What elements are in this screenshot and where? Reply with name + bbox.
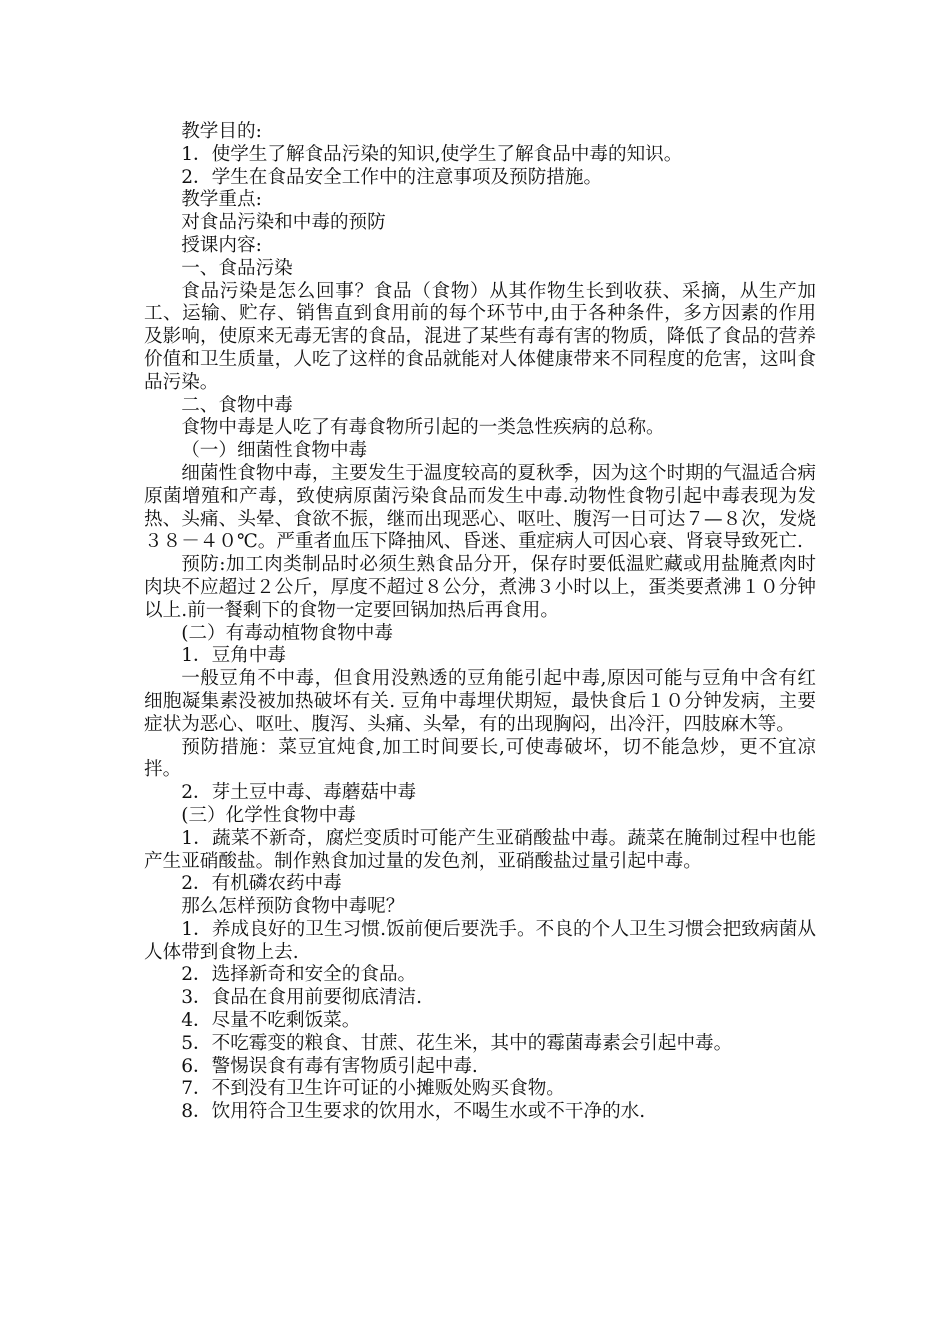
subsection-heading-toxic-plants-animals: (二）有毒动植物食物中毒 <box>181 622 393 644</box>
paragraph-bacterial-poisoning: 细菌性食物中毒，主要发生于温度较高的夏秋季，因为这个时期的气温适合病原菌增殖和产毒，致使病原菌污染食品而发生中毒.动物性食物引起中毒表现为发热、头痛、头晕、食欲不振，继而出现恶心、呕吐、腹泻一日可达７—８次，发烧３８－４０℃。严重者血压下降抽风、昏迷、重症病人可因心衰、肾衰导致死亡. <box>144 462 816 553</box>
paragraph-bacterial-prevention: 预防:加工肉类制品时必须生熟食品分开，保存时要低温贮藏或用盐腌煮肉时肉块不应超过２公斤，厚度不超过８公分，煮沸３小时以上，蛋类要煮沸１０分钟以上.前一餐剩下的食物一定要回锅加热后再食用。 <box>144 554 816 621</box>
goal-item-2: 2．学生在食品安全工作中的注意事项及预防措施。 <box>181 166 603 188</box>
prevention-item-3: 3．食品在食用前要彻底清洁. <box>181 987 423 1009</box>
heading-lesson-content: 授课内容: <box>181 234 262 256</box>
prevention-item-7: 7．不到没有卫生许可证的小摊贩处购买食物。 <box>181 1078 565 1100</box>
paragraph-nitrite-poisoning: 1．蔬菜不新奇，腐烂变质时可能产生亚硝酸盐中毒。蔬菜在腌制过程中也能产生亚硝酸盐。制作熟食加过量的发色剂，亚硝酸盐过量引起中毒。 <box>144 827 816 872</box>
goal-item-1: 1．使学生了解食品污染的知识,使学生了解食品中毒的知识。 <box>181 143 683 165</box>
section-heading-food-contamination: 一、食品污染 <box>181 257 293 279</box>
subsection-heading-bacterial: （一）细菌性食物中毒 <box>181 440 368 462</box>
key-point-text: 对食品污染和中毒的预防 <box>181 212 386 234</box>
prevention-item-2: 2．选择新奇和安全的食品。 <box>181 964 417 986</box>
prevention-item-5: 5．不吃霉变的粮食、甘蔗、花生米，其中的霉菌毒素会引起中毒。 <box>181 1032 733 1054</box>
question-how-to-prevent: 那么怎样预防食物中毒呢？ <box>181 896 405 918</box>
prevention-item-6: 6．警惕误食有毒有害物质引起中毒. <box>181 1055 478 1077</box>
subsection-heading-chemical: (三）化学性食物中毒 <box>181 804 356 826</box>
document-body <box>144 121 816 1124</box>
prevention-item-1: 1．养成良好的卫生习惯.饭前便后要洗手。不良的个人卫生习惯会把致病菌从人体带到食物上去. <box>144 918 816 963</box>
item-heading-pesticide: 2．有机磷农药中毒 <box>181 873 342 895</box>
item-heading-bean-poisoning: 1．豆角中毒 <box>181 645 286 667</box>
item-heading-potato-mushroom: 2．芽土豆中毒、毒蘑菇中毒 <box>181 782 417 804</box>
paragraph-bean-prevention: 预防措施：菜豆宜炖食,加工时间要长,可使毒破坏，切不能急炒，更不宜凉拌。 <box>144 736 816 781</box>
heading-key-points: 教学重点: <box>181 189 262 211</box>
prevention-item-4: 4．尽量不吃剩饭菜。 <box>181 1010 361 1032</box>
paragraph-food-poisoning-definition: 食物中毒是人吃了有毒食物所引起的一类急性疾病的总称。 <box>181 417 665 439</box>
paragraph-bean-poisoning: 一般豆角不中毒，但食用没熟透的豆角能引起中毒,原因可能与豆角中含有红细胞凝集素没被加热破坏有关. 豆角中毒埋伏期短，最快食后１０分钟发病，主要症状为恶心、呕吐、腹泻、头痛、头晕，有的出现胸闷，出冷汗，四肢麻木等。 <box>144 668 816 735</box>
heading-teaching-goals: 教学目的: <box>181 121 262 142</box>
paragraph-food-contamination: 食品污染是怎么回事？食品（食物）从其作物生长到收获、采摘，从生产加工、运输、贮存、销售直到食用前的每个环节中,由于各种条件，多方因素的作用及影响，使原来无毒无害的食品，混进了某些有毒有害的物质，降低了食品的营养价值和卫生质量，人吃了这样的食品就能对人体健康带来不同程度的危害，这叫食品污染。 <box>144 280 816 393</box>
section-heading-food-poisoning: 二、食物中毒 <box>181 394 293 416</box>
prevention-item-8: 8．饮用符合卫生要求的饮用水，不喝生水或不干净的水. <box>181 1101 646 1123</box>
